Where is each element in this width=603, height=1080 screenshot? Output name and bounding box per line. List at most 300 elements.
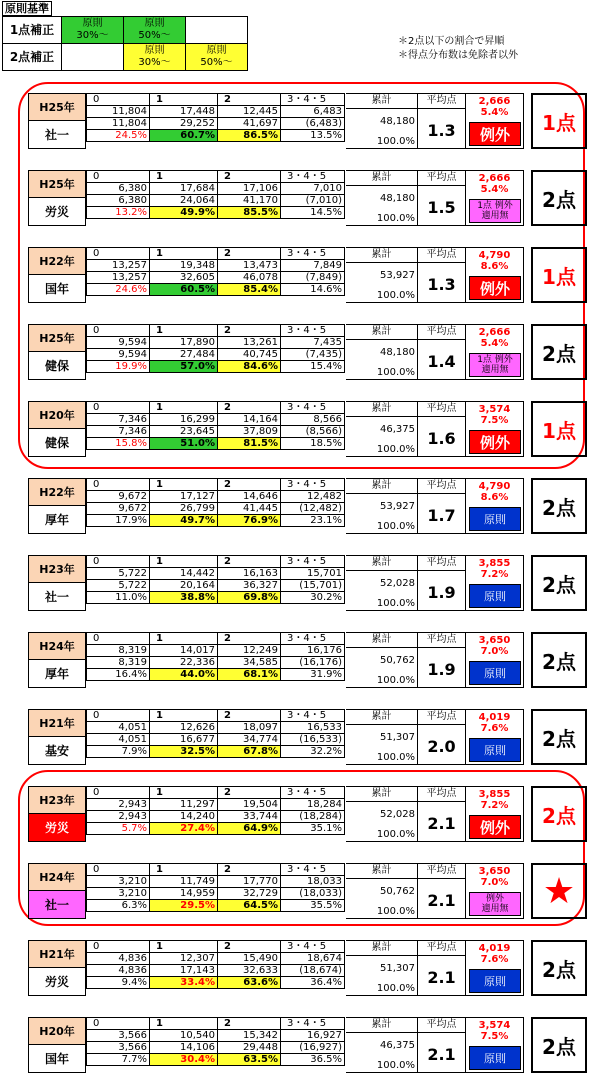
result-value: 2点: [542, 957, 576, 982]
record-grid: [86, 324, 345, 373]
dist-3: 15,701: [281, 568, 345, 580]
result-value: 2点: [542, 726, 576, 751]
cum-3: (7,010): [281, 195, 345, 207]
hdr-1: 1: [150, 1018, 218, 1030]
dist-3: 7,849: [281, 260, 345, 272]
total-value: 51,307: [380, 732, 415, 743]
total-pct: 100.0%: [376, 521, 415, 532]
hdr-2: 2: [218, 941, 281, 953]
result-value: 1点: [542, 418, 576, 443]
avg-header: 平均点: [418, 556, 465, 571]
count-value: 3,574: [478, 1020, 511, 1031]
result-value: 2点: [542, 1034, 576, 1059]
hdr-3: 3・4・5: [281, 1018, 345, 1030]
pct-2: 67.8%: [218, 746, 281, 758]
hdr-0: 0: [87, 325, 150, 337]
cum-1: 17,143: [150, 965, 218, 977]
record-year: H25年: [28, 93, 86, 121]
legend-row1-cell-1: 原則 30%〜: [62, 17, 124, 44]
count-pct: 7.6%: [480, 954, 509, 965]
count-value: 2,666: [478, 96, 511, 107]
cum-0: 6,380: [87, 195, 150, 207]
cum-0: 11,804: [87, 118, 150, 130]
avg-value: 1.9: [427, 583, 456, 602]
hdr-1: 1: [150, 94, 218, 106]
cum-3: (8,566): [281, 426, 345, 438]
dist-1: 19,348: [150, 260, 218, 272]
record-year: H25年: [28, 170, 86, 198]
cum-1: 22,336: [150, 657, 218, 669]
pct-2: 76.9%: [218, 515, 281, 527]
total-cell: [346, 863, 418, 919]
record-insurance: 健保: [28, 352, 86, 380]
total-cell: [346, 632, 418, 688]
avg-header: 平均点: [418, 633, 465, 648]
notes: [398, 35, 518, 63]
total-value: 46,375: [380, 1040, 415, 1051]
total-header: 累計: [346, 710, 417, 725]
avg-cell: [418, 324, 466, 380]
total-header: 累計: [346, 248, 417, 263]
dist-0: 4,836: [87, 953, 150, 965]
hdr-3: 3・4・5: [281, 556, 345, 568]
dist-2: 13,473: [218, 260, 281, 272]
dist-0: 7,346: [87, 414, 150, 426]
avg-value: 1.9: [427, 660, 456, 679]
record-year: H25年: [28, 324, 86, 352]
cum-3: (16,533): [281, 734, 345, 746]
hdr-2: 2: [218, 325, 281, 337]
record-year: H22年: [28, 247, 86, 275]
dist-1: 17,127: [150, 491, 218, 503]
hdr-3: 3・4・5: [281, 325, 345, 337]
cum-2: 33,744: [218, 811, 281, 823]
dist-1: 17,684: [150, 183, 218, 195]
record: [28, 555, 576, 611]
cum-2: 41,697: [218, 118, 281, 130]
hdr-0: 0: [87, 94, 150, 106]
cum-2: 41,445: [218, 503, 281, 515]
total-header: 累計: [346, 171, 417, 186]
record: [28, 940, 576, 996]
record: [28, 478, 576, 534]
dist-1: 11,297: [150, 799, 218, 811]
avg-cell: [418, 247, 466, 303]
record: [28, 401, 576, 457]
total-value: 48,180: [380, 116, 415, 127]
dist-0: 8,319: [87, 645, 150, 657]
record-year: H22年: [28, 478, 86, 506]
result-value: 1点: [542, 110, 576, 135]
count-value: 3,650: [478, 635, 511, 646]
result-cell: [531, 1017, 587, 1073]
cum-2: 40,745: [218, 349, 281, 361]
dist-0: 9,594: [87, 337, 150, 349]
hdr-3: 3・4・5: [281, 710, 345, 722]
pct-3: 23.1%: [281, 515, 345, 527]
count-cell: [466, 93, 524, 149]
avg-value: 2.1: [427, 814, 456, 833]
total-header: 累計: [346, 787, 417, 802]
avg-header: 平均点: [418, 1018, 465, 1033]
count-value: 3,650: [478, 866, 511, 877]
record-insurance: 労災: [28, 198, 86, 226]
note-1: ＊2点以下の割合で昇順: [398, 36, 505, 47]
total-header: 累計: [346, 556, 417, 571]
hdr-2: 2: [218, 248, 281, 260]
avg-cell: [418, 940, 466, 996]
cum-1: 23,645: [150, 426, 218, 438]
dist-1: 17,890: [150, 337, 218, 349]
cum-0: 2,943: [87, 811, 150, 823]
record-grid: [86, 247, 345, 296]
dist-3: 7,435: [281, 337, 345, 349]
pct-1: 51.0%: [150, 438, 218, 450]
total-pct: 100.0%: [376, 906, 415, 917]
cum-1: 24,064: [150, 195, 218, 207]
result-value: 2点: [542, 495, 576, 520]
hdr-1: 1: [150, 941, 218, 953]
pct-1: 29.5%: [150, 900, 218, 912]
dist-2: 14,164: [218, 414, 281, 426]
record-grid: [86, 863, 345, 912]
pct-0: 13.2%: [87, 207, 150, 219]
cum-1: 20,164: [150, 580, 218, 592]
avg-cell: [418, 555, 466, 611]
record: [28, 170, 576, 226]
pct-2: 68.1%: [218, 669, 281, 681]
pct-3: 35.5%: [281, 900, 345, 912]
hdr-1: 1: [150, 633, 218, 645]
record: [28, 632, 576, 688]
record-grid: [86, 555, 345, 604]
avg-header: 平均点: [418, 710, 465, 725]
cum-0: 3,210: [87, 888, 150, 900]
total-value: 48,180: [380, 347, 415, 358]
result-cell: [531, 170, 587, 226]
count-cell: [466, 709, 524, 765]
cum-1: 14,240: [150, 811, 218, 823]
pct-3: 31.9%: [281, 669, 345, 681]
avg-cell: [418, 401, 466, 457]
count-cell: [466, 632, 524, 688]
record: [28, 786, 576, 842]
pct-1: 33.4%: [150, 977, 218, 989]
cum-3: (18,284): [281, 811, 345, 823]
hdr-0: 0: [87, 1018, 150, 1030]
record-insurance: 健保: [28, 429, 86, 457]
count-pct: 7.0%: [480, 877, 509, 888]
result-cell: [531, 93, 587, 149]
cum-2: 37,809: [218, 426, 281, 438]
dist-2: 18,097: [218, 722, 281, 734]
count-pct: 5.4%: [480, 107, 509, 118]
hdr-3: 3・4・5: [281, 402, 345, 414]
pct-0: 9.4%: [87, 977, 150, 989]
count-value: 4,019: [478, 943, 511, 954]
count-pct: 7.2%: [480, 569, 509, 580]
dist-2: 12,249: [218, 645, 281, 657]
record-insurance: 厚年: [28, 660, 86, 688]
pct-2: 84.6%: [218, 361, 281, 373]
legend-row1-label: 1点補正: [3, 17, 62, 44]
total-value: 50,762: [380, 886, 415, 897]
pct-3: 14.5%: [281, 207, 345, 219]
rule-tag: 原則: [469, 507, 521, 531]
hdr-3: 3・4・5: [281, 787, 345, 799]
rule-tag: 例外: [469, 815, 521, 839]
pct-0: 24.5%: [87, 130, 150, 142]
hdr-1: 1: [150, 325, 218, 337]
avg-cell: [418, 786, 466, 842]
pct-0: 24.6%: [87, 284, 150, 296]
record-year: H24年: [28, 863, 86, 891]
dist-0: 4,051: [87, 722, 150, 734]
result-cell: [531, 632, 587, 688]
cum-3: (7,435): [281, 349, 345, 361]
rule-tag: 原則: [469, 738, 521, 762]
pct-2: 64.5%: [218, 900, 281, 912]
cum-0: 13,257: [87, 272, 150, 284]
total-cell: [346, 940, 418, 996]
dist-3: 16,176: [281, 645, 345, 657]
pct-0: 6.3%: [87, 900, 150, 912]
dist-3: 8,566: [281, 414, 345, 426]
rule-tag: 原則: [469, 661, 521, 685]
legend-row2-cell-3: 原則 50%〜: [186, 44, 248, 71]
record-year: H23年: [28, 786, 86, 814]
record-insurance: 国年: [28, 1045, 86, 1073]
dist-3: 7,010: [281, 183, 345, 195]
result-value: 2点: [542, 341, 576, 366]
cum-1: 27,484: [150, 349, 218, 361]
total-cell: [346, 1017, 418, 1073]
legend-row2-cell-1: [62, 44, 124, 71]
dist-0: 2,943: [87, 799, 150, 811]
record-year: H20年: [28, 1017, 86, 1045]
cum-2: 29,448: [218, 1042, 281, 1054]
result-cell: [531, 709, 587, 765]
cum-3: (16,176): [281, 657, 345, 669]
count-pct: 7.5%: [480, 415, 509, 426]
cum-2: 32,633: [218, 965, 281, 977]
dist-1: 10,540: [150, 1030, 218, 1042]
cum-3: (18,674): [281, 965, 345, 977]
dist-2: 16,163: [218, 568, 281, 580]
hdr-0: 0: [87, 171, 150, 183]
total-value: 53,927: [380, 501, 415, 512]
hdr-0: 0: [87, 556, 150, 568]
pct-2: 63.6%: [218, 977, 281, 989]
cum-2: 41,170: [218, 195, 281, 207]
dist-3: 18,284: [281, 799, 345, 811]
total-cell: [346, 555, 418, 611]
record-insurance: 労災: [28, 968, 86, 996]
count-value: 4,019: [478, 712, 511, 723]
pct-1: 38.8%: [150, 592, 218, 604]
avg-header: 平均点: [418, 171, 465, 186]
legend-row2-label: 2点補正: [3, 44, 62, 71]
hdr-3: 3・4・5: [281, 248, 345, 260]
pct-1: 49.9%: [150, 207, 218, 219]
hdr-2: 2: [218, 171, 281, 183]
record-insurance: 基安: [28, 737, 86, 765]
result-value: ★: [542, 870, 576, 912]
cum-0: 7,346: [87, 426, 150, 438]
hdr-0: 0: [87, 941, 150, 953]
record-grid: [86, 478, 345, 527]
hdr-1: 1: [150, 402, 218, 414]
pct-0: 17.9%: [87, 515, 150, 527]
count-value: 2,666: [478, 173, 511, 184]
pct-0: 15.8%: [87, 438, 150, 450]
cum-1: 32,605: [150, 272, 218, 284]
hdr-3: 3・4・5: [281, 171, 345, 183]
cum-3: (18,033): [281, 888, 345, 900]
pct-1: 44.0%: [150, 669, 218, 681]
total-value: 52,028: [380, 809, 415, 820]
cum-0: 4,836: [87, 965, 150, 977]
count-value: 4,790: [478, 250, 511, 261]
pct-2: 86.5%: [218, 130, 281, 142]
total-pct: 100.0%: [376, 598, 415, 609]
record-grid: [86, 401, 345, 450]
result-cell: [531, 940, 587, 996]
result-value: 2点: [542, 803, 576, 828]
count-cell: [466, 401, 524, 457]
avg-value: 1.3: [427, 275, 456, 294]
legend-table: [2, 16, 248, 71]
hdr-0: 0: [87, 864, 150, 876]
dist-0: 13,257: [87, 260, 150, 272]
pct-2: 81.5%: [218, 438, 281, 450]
cum-2: 46,078: [218, 272, 281, 284]
record-year: H23年: [28, 555, 86, 583]
legend-title: 原則基準: [2, 1, 52, 16]
hdr-0: 0: [87, 710, 150, 722]
dist-2: 12,445: [218, 106, 281, 118]
total-header: 累計: [346, 402, 417, 417]
total-value: 53,927: [380, 270, 415, 281]
pct-2: 63.5%: [218, 1054, 281, 1066]
count-pct: 8.6%: [480, 492, 509, 503]
record-year: H24年: [28, 632, 86, 660]
pct-2: 85.4%: [218, 284, 281, 296]
hdr-2: 2: [218, 633, 281, 645]
result-value: 2点: [542, 649, 576, 674]
dist-2: 15,490: [218, 953, 281, 965]
hdr-0: 0: [87, 633, 150, 645]
dist-1: 12,626: [150, 722, 218, 734]
total-cell: [346, 478, 418, 534]
count-value: 3,855: [478, 558, 511, 569]
hdr-3: 3・4・5: [281, 94, 345, 106]
cum-0: 9,672: [87, 503, 150, 515]
avg-header: 平均点: [418, 787, 465, 802]
count-cell: [466, 170, 524, 226]
dist-2: 14,646: [218, 491, 281, 503]
record-grid: [86, 786, 345, 835]
count-pct: 7.5%: [480, 1031, 509, 1042]
cum-2: 34,774: [218, 734, 281, 746]
hdr-0: 0: [87, 479, 150, 491]
dist-3: 18,033: [281, 876, 345, 888]
avg-header: 平均点: [418, 941, 465, 956]
hdr-3: 3・4・5: [281, 479, 345, 491]
pct-1: 32.5%: [150, 746, 218, 758]
pct-2: 64.9%: [218, 823, 281, 835]
rule-tag: 1点 例外 適用無: [469, 199, 521, 223]
result-cell: [531, 401, 587, 457]
record: [28, 324, 576, 380]
count-cell: [466, 940, 524, 996]
hdr-2: 2: [218, 479, 281, 491]
cum-0: 9,594: [87, 349, 150, 361]
cum-2: 36,327: [218, 580, 281, 592]
record: [28, 709, 576, 765]
avg-cell: [418, 863, 466, 919]
pct-1: 60.5%: [150, 284, 218, 296]
result-value: 2点: [542, 572, 576, 597]
result-value: 2点: [542, 187, 576, 212]
cum-1: 14,959: [150, 888, 218, 900]
total-header: 累計: [346, 633, 417, 648]
dist-3: 18,674: [281, 953, 345, 965]
hdr-0: 0: [87, 402, 150, 414]
avg-cell: [418, 478, 466, 534]
cum-0: 3,566: [87, 1042, 150, 1054]
avg-header: 平均点: [418, 402, 465, 417]
count-value: 2,666: [478, 327, 511, 338]
total-value: 50,762: [380, 655, 415, 666]
pct-0: 16.4%: [87, 669, 150, 681]
pct-1: 27.4%: [150, 823, 218, 835]
total-value: 46,375: [380, 424, 415, 435]
cum-3: (7,849): [281, 272, 345, 284]
pct-3: 36.5%: [281, 1054, 345, 1066]
dist-2: 13,261: [218, 337, 281, 349]
hdr-1: 1: [150, 710, 218, 722]
hdr-3: 3・4・5: [281, 864, 345, 876]
note-2: ＊得点分布数は免除者以外: [398, 50, 518, 61]
count-cell: [466, 324, 524, 380]
avg-value: 2.0: [427, 737, 456, 756]
rule-tag: 1点 例外 適用無: [469, 353, 521, 377]
count-cell: [466, 247, 524, 303]
total-cell: [346, 401, 418, 457]
count-pct: 5.4%: [480, 184, 509, 195]
result-value: 1点: [542, 264, 576, 289]
cum-1: 14,106: [150, 1042, 218, 1054]
record: [28, 1017, 576, 1073]
pct-1: 30.4%: [150, 1054, 218, 1066]
dist-2: 17,770: [218, 876, 281, 888]
total-pct: 100.0%: [376, 367, 415, 378]
record: [28, 863, 576, 919]
total-pct: 100.0%: [376, 136, 415, 147]
total-header: 累計: [346, 479, 417, 494]
dist-1: 14,442: [150, 568, 218, 580]
count-pct: 5.4%: [480, 338, 509, 349]
count-cell: [466, 786, 524, 842]
hdr-0: 0: [87, 787, 150, 799]
hdr-2: 2: [218, 556, 281, 568]
count-value: 3,574: [478, 404, 511, 415]
cum-3: (16,927): [281, 1042, 345, 1054]
dist-3: 12,482: [281, 491, 345, 503]
record-insurance: 労災: [28, 814, 86, 842]
avg-value: 1.5: [427, 198, 456, 217]
